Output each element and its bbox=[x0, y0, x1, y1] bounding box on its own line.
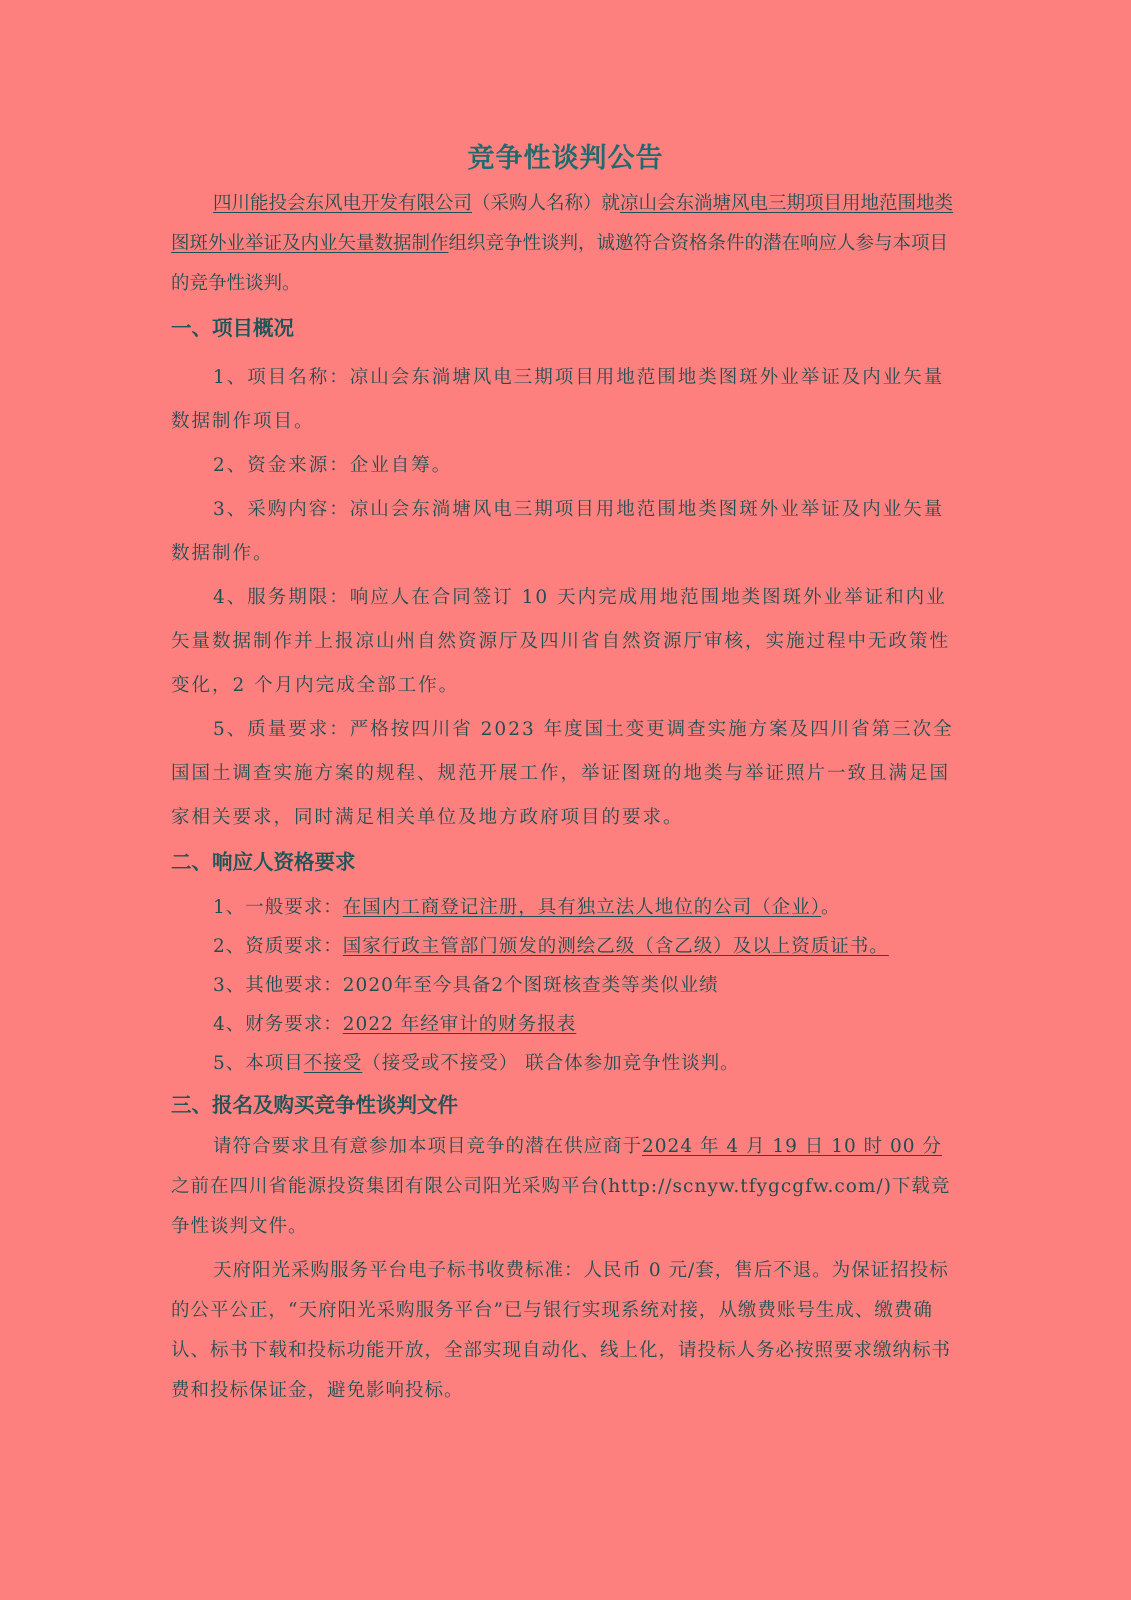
req-label: 2、资质要求： bbox=[213, 936, 343, 957]
section3-paragraph-registration bbox=[171, 1127, 961, 1247]
section1-item: 1、项目名称：凉山会东淌塘风电三期项目用地范围地类图斑外业举证及内业矢量数据制作项目。 bbox=[171, 367, 945, 432]
section2-item bbox=[171, 1005, 961, 1044]
project-name: 凉山会东淌塘风电三期项目用地范围地类图斑外业举证及内业矢量数据制作 bbox=[171, 193, 954, 254]
section2-item bbox=[171, 1044, 961, 1083]
section3-heading: 三、报名及购买竞争性谈判文件 bbox=[171, 1093, 458, 1117]
req-tail: 。 bbox=[821, 897, 841, 918]
section2-item bbox=[171, 888, 961, 927]
req-label: 1、一般要求： bbox=[213, 897, 343, 918]
section3-paragraph-fee: 天府阳光采购服务平台电子标书收费标准：人民币 0 元/套，售后不退。为保证招投标的公平公正，“天府阳光采购服务平台”已与银行实现系统对接，从缴费账号生成、缴费确认、标书下载和投标功能开放，全部实现自动化、线上化，请投标人务必按照要求缴纳标书费和投标保证金，避免影响投标。 bbox=[171, 1260, 952, 1401]
req-label: 5、本项目 bbox=[213, 1053, 304, 1074]
registration-deadline: 2024 年 4 月 19 日 10 时 00 分 bbox=[642, 1136, 942, 1157]
document-body bbox=[171, 184, 961, 1411]
section1-item: 2、资金来源：企业自筹。 bbox=[213, 455, 453, 476]
purchaser-note: （采购人名称）就 bbox=[472, 193, 621, 214]
section1-item: 4、服务期限：响应人在合同签订 10 天内完成用地范围地类图斑外业举证和内业矢量数据制作并上报凉山州自然资源厅及四川省自然资源厅审核，实施过程中无政策性变化，2 个月内完成全部工作。 bbox=[171, 587, 951, 696]
section1-item: 3、采购内容：凉山会东淌塘风电三期项目用地范围地类图斑外业举证及内业矢量数据制作。 bbox=[171, 499, 945, 564]
registration-text: 请符合要求且有意参加本项目竞争的潜在供应商于 bbox=[213, 1136, 643, 1157]
req-value: 2020年至今具备2个图斑核查类等类似业绩 bbox=[342, 975, 719, 996]
req-value: 国家行政主管部门颁发的测绘乙级（含乙级）及以上资质证书。 bbox=[342, 936, 889, 957]
intro-rest: 组织竞争性谈判，诚邀符合资格条件的潜在响应人参与本项目的竞争性谈判。 bbox=[171, 233, 949, 294]
req-value: 不接受 bbox=[303, 1053, 363, 1074]
section2-heading: 二、响应人资格要求 bbox=[171, 850, 356, 874]
registration-text-rest: 之前在四川省能源投资集团有限公司阳光采购平台(http://scnyw.tfygcgfw.com/)下载竞争性谈判文件。 bbox=[171, 1176, 951, 1237]
section1-item: 5、质量要求：严格按四川省 2023 年度国土变更调查实施方案及四川省第三次全国国土调查实施方案的规程、规范开展工作，举证图斑的地类与举证照片一致且满足国家相关要求，同时满足相关单位及地方政府项目的要求。 bbox=[171, 719, 954, 828]
intro-paragraph bbox=[171, 184, 961, 304]
req-value: 2022 年经审计的财务报表 bbox=[342, 1014, 577, 1035]
req-label: 3、其他要求： bbox=[213, 975, 343, 996]
req-tail: （接受或不接受） 联合体参加竞争性谈判。 bbox=[362, 1053, 740, 1074]
section1-heading: 一、项目概况 bbox=[171, 316, 294, 340]
document-title: 竞争性谈判公告 bbox=[467, 143, 664, 174]
req-value: 在国内工商登记注册，具有独立法人地位的公司（企业） bbox=[342, 897, 822, 918]
req-label: 4、财务要求： bbox=[213, 1014, 343, 1035]
purchaser-name: 四川能投会东风电开发有限公司 bbox=[213, 193, 473, 214]
section2-item bbox=[171, 966, 961, 1005]
section2-item bbox=[171, 927, 961, 966]
